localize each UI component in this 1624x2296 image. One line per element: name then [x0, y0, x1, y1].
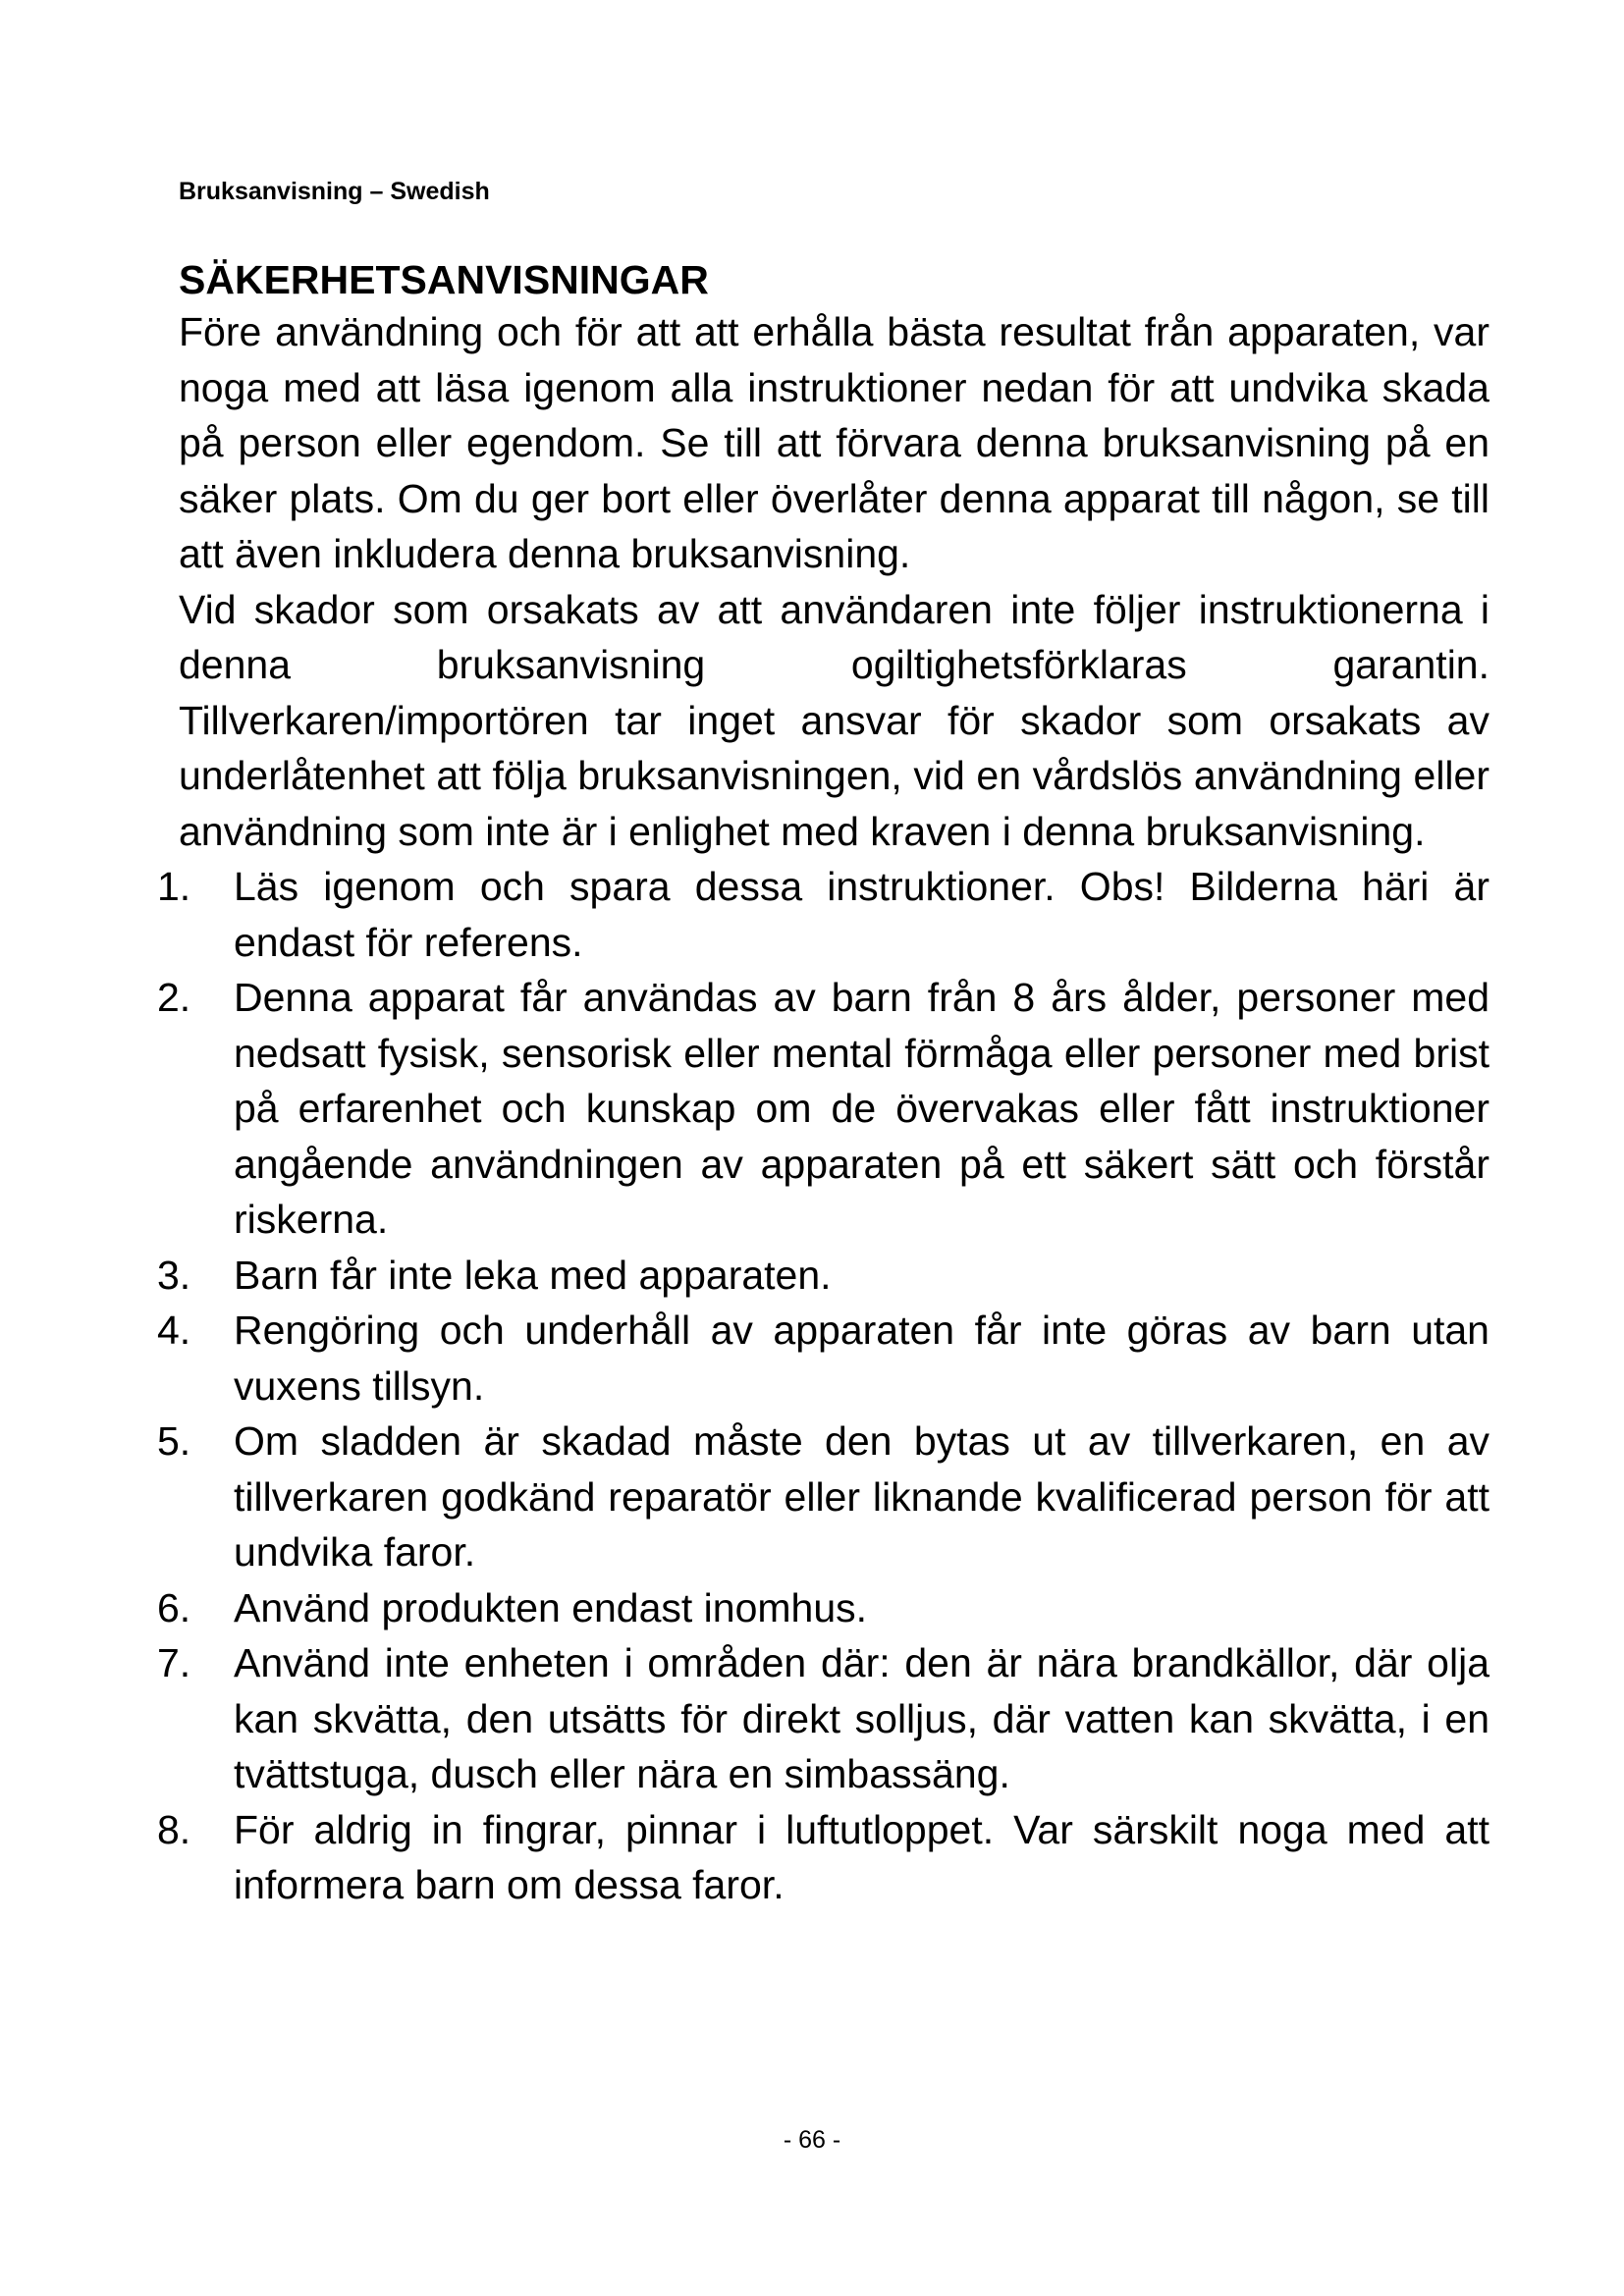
- section-body: [157, 304, 1489, 1913]
- page-number: - 66 -: [783, 2126, 841, 2154]
- list-item-text: Använd inte enheten i områden där: den är nära brandkällor, där olja kan skvätta, den utsätts för direkt solljus, där vatten kan skvätta, i en tvättstuga, dusch eller nära en simbassäng.: [234, 1640, 1489, 1796]
- list-item-text: Använd produkten endast inomhus.: [234, 1584, 868, 1630]
- intro-paragraph: Före användning och för att att erhålla bästa resultat från apparaten, var noga med att läsa igenom alla instruktioner nedan för att undvika skada på person eller egendom. Se till att förvara denna bruksanvisning på en säker plats. Om du ger bort eller överlåter denna apparat till någon, se till att även inkludera denna bruksanvisning.: [179, 309, 1489, 576]
- list-item: [157, 970, 1489, 1248]
- list-item-number: 1.: [157, 864, 191, 909]
- list-item-number: 3.: [157, 1252, 191, 1298]
- running-header: Bruksanvisning – Swedish: [179, 178, 490, 205]
- list-item: [157, 1414, 1489, 1580]
- safety-instruction-list: [157, 859, 1489, 1913]
- list-item-text: Denna apparat får användas av barn från 8 års ålder, personer med nedsatt fysisk, sensorisk eller mental förmåga eller personer med brist på erfarenhet och kunskap om de övervakas eller fått instruktioner angående användningen av apparaten på ett säkert sätt och förstår riskerna.: [234, 975, 1489, 1242]
- list-item: [157, 1303, 1489, 1414]
- list-item-text: Läs igenom och spara dessa instruktioner. Obs! Bilderna häri är endast för referens.: [234, 864, 1489, 965]
- list-item-number: 4.: [157, 1308, 191, 1353]
- list-item-number: 2.: [157, 975, 191, 1020]
- warranty-paragraph: Vid skador som orsakats av att användaren inte följer instruktionerna i denna bruksanvisning ogiltighetsförklaras garantin. Tillverkaren/importören tar inget ansvar för skador som orsakats av underlåtenhet att följa bruksanvisningen, vid en vårdslös användning eller användning som inte är i enlighet med kraven i denna bruksanvisning.: [179, 586, 1489, 854]
- list-item: [157, 1802, 1489, 1913]
- list-item-text: Om sladden är skadad måste den bytas ut av tillverkaren, en av tillverkaren godkänd reparatör eller liknande kvalificerad person för att undvika faror.: [234, 1418, 1489, 1575]
- list-item-number: 7.: [157, 1640, 191, 1685]
- list-item: [157, 1635, 1489, 1802]
- list-item: [157, 859, 1489, 970]
- list-item-number: 6.: [157, 1584, 191, 1630]
- list-item-text: Barn får inte leka med apparaten.: [234, 1252, 832, 1298]
- section-title: SÄKERHETSANVISNINGAR: [179, 257, 709, 302]
- list-item: [157, 1248, 1489, 1304]
- list-item-number: 8.: [157, 1806, 191, 1852]
- list-item-text: Rengöring och underhåll av apparaten får inte göras av barn utan vuxens tillsyn.: [234, 1308, 1489, 1409]
- list-item-text: För aldrig in fingrar, pinnar i luftutloppet. Var särskilt noga med att informera barn om dessa faror.: [234, 1806, 1489, 1907]
- list-item-number: 5.: [157, 1418, 191, 1464]
- list-item: [157, 1580, 1489, 1636]
